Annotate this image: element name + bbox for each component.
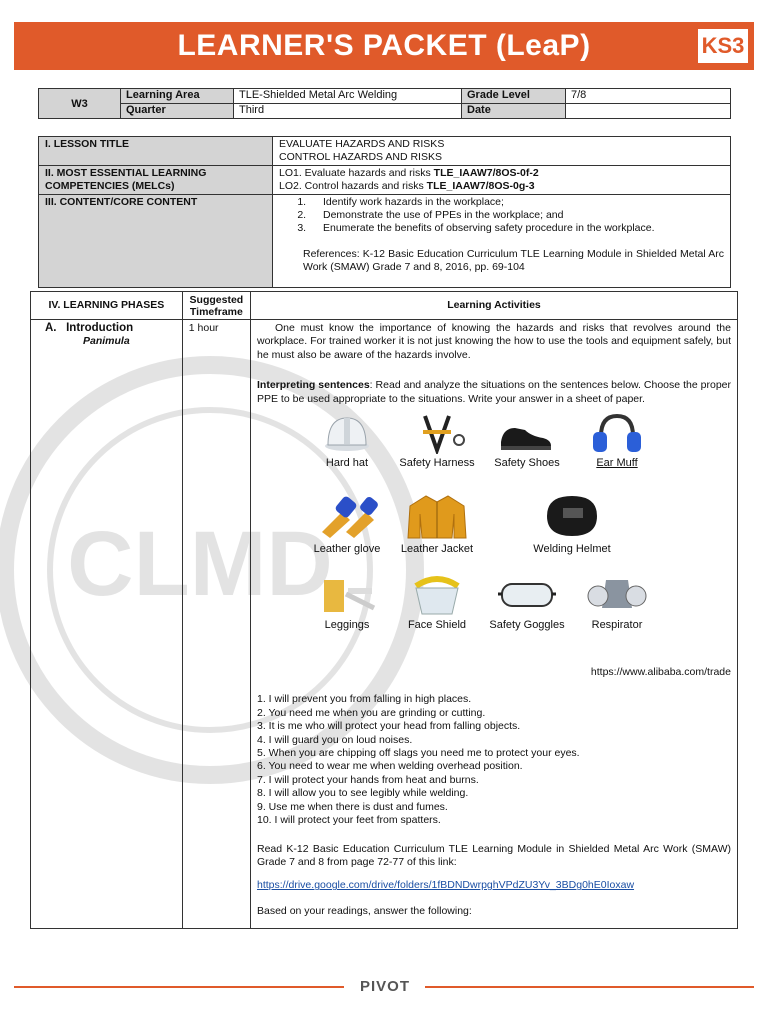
week-label: W3 (39, 89, 121, 119)
ppe-safety-shoes (477, 412, 577, 470)
ppe-label: Leggings (324, 619, 370, 632)
leggings-icon (312, 572, 382, 616)
banner-title: LEARNER'S PACKET (LeaP) (177, 29, 591, 62)
ppe-label: Welding Helmet (533, 543, 611, 556)
welding-helmet-icon (537, 492, 607, 540)
ppe-label: Safety Goggles (489, 619, 565, 632)
date-label: Date (462, 104, 566, 119)
drive-link[interactable]: https://drive.google.com/drive/folders/1fBDNDwrpghVPdZU3Yv_3BDg0hE0Ioxaw (257, 879, 635, 892)
ppe-label: Safety Shoes (494, 457, 560, 470)
content-list (309, 196, 724, 235)
lesson-info-table (38, 136, 731, 288)
question-item: 2. You need me when you are grinding or cutting. (257, 706, 486, 719)
face-shield-icon (402, 572, 472, 616)
based-on-readings: Based on your readings, answer the following: (257, 904, 472, 917)
leap-banner (14, 22, 754, 70)
melc-label: II. MOST ESSENTIAL LEARNING COMPETENCIES (MELCs) (39, 166, 273, 195)
ppe-ear-muff (567, 412, 667, 470)
ppe-label: Face Shield (407, 619, 467, 632)
ppe-label: Ear Muff (596, 457, 638, 470)
intro-time-cell: 1 hour (182, 320, 250, 929)
leather-glove-icon (312, 492, 382, 540)
safety-harness-icon (407, 412, 467, 454)
activities-column-header: Learning Activities (251, 292, 738, 320)
intro-heading (45, 322, 176, 335)
interpreting-label: Interpreting sentences (257, 379, 370, 392)
ppe-welding-helmet (522, 492, 622, 556)
ppe-label: Respirator (591, 619, 643, 632)
footer-line-left (14, 986, 344, 988)
grade-level-label: Grade Level (462, 89, 566, 104)
question-item: 6. You need to wear me when welding overhead position. (257, 760, 523, 773)
ppe-safety-goggles (477, 572, 577, 632)
footer-line-right (425, 986, 754, 988)
question-item: 4. I will guard you on loud noises. (257, 733, 413, 746)
intro-title: Introduction (66, 322, 134, 334)
learning-area-value: TLE-Shielded Metal Arc Welding (234, 89, 462, 104)
content-item: 1. Identify work hazards in the workplace; (309, 196, 724, 209)
question-item: 9. Use me when there is dust and fumes. (257, 800, 448, 813)
intro-paragraph: One must know the importance of knowing the hazards and risks that revolves around the workplace. For trained worker it is not just knowing the how to use the tools and equipment safely, but he must also be aware of the hazards involve. (257, 322, 731, 361)
ppe-leather-jacket (387, 492, 487, 556)
melc-1-text: LO1. Evaluate hazards and risks (279, 167, 434, 179)
safety-shoes-icon (497, 412, 557, 454)
leather-jacket-icon (402, 492, 472, 540)
question-item: 5. When you are chipping off slags you need me to protect your eyes. (257, 747, 580, 760)
content-item: 2. Demonstrate the use of PPEs in the workplace; and (309, 209, 724, 222)
intro-phase-cell (31, 320, 183, 929)
respirator-icon (582, 572, 652, 616)
learning-phases-table (30, 291, 738, 929)
ppe-leggings (297, 572, 397, 632)
watermark-text: CLMD (67, 513, 333, 615)
drive-link-row (251, 877, 737, 894)
melc-2-text: LO2. Control hazards and risks (279, 180, 427, 192)
intro-activities-cell (251, 320, 738, 929)
question-item: 3. It is me who will protect your head from falling objects. (257, 720, 521, 733)
interpreting-instructions (251, 377, 737, 408)
ppe-label: Safety Harness (399, 457, 475, 470)
ppe-label: Leather Jacket (400, 543, 474, 556)
quarter-value: Third (234, 104, 462, 119)
quarter-label: Quarter (121, 104, 234, 119)
melc-1-code: TLE_IAAW7/8OS-0f-2 (433, 167, 539, 179)
content-item: 3. Enumerate the benefits of observing safety procedure in the workplace. (309, 222, 724, 235)
melc-2-code: TLE_IAAW7/8OS-0g-3 (426, 180, 535, 192)
intro-subtitle: Panimula (83, 335, 130, 348)
lesson-title-cell (273, 137, 731, 166)
hard-hat-icon (322, 412, 372, 454)
content-label: III. CONTENT/CORE CONTENT (39, 195, 273, 288)
ppe-safety-harness (387, 412, 487, 470)
ppe-leather-glove (297, 492, 397, 556)
pivot-logo: PIVOT (359, 978, 410, 995)
melc-cell (273, 166, 731, 195)
read-instruction: Read K-12 Basic Education Curriculum TLE Learning Module in Shielded Metal Arc Work (SMAW) Grade 7 and 8 from page 72-77 of this link: (257, 842, 731, 868)
key-stage-badge: KS3 (698, 29, 748, 63)
question-list (251, 693, 737, 827)
question-item: 1. I will prevent you from falling in high places. (257, 693, 472, 706)
lesson-title-label: I. LESSON TITLE (39, 137, 273, 166)
phase-column-header: IV. LEARNING PHASES (31, 292, 183, 320)
ppe-image-grid (297, 412, 737, 660)
question-item: 8. I will allow you to see legibly while welding. (257, 787, 469, 800)
header-table (38, 88, 731, 119)
ppe-label: Leather glove (313, 543, 381, 556)
lesson-title-1: EVALUATE HAZARDS AND RISKS (279, 138, 445, 150)
references-text: References: K-12 Basic Education Curriculum TLE Learning Module in Shielded Metal Arc Work (SMAW) Grade 7 and 8, 2016, pp. 69-104 (303, 248, 724, 273)
image-source: https://www.alibaba.com/trade (590, 666, 731, 679)
question-item: 10. I will protect your feet from spatters. (257, 814, 441, 827)
ppe-respirator (567, 572, 667, 632)
ppe-face-shield (387, 572, 487, 632)
timeframe-column-header: Suggested Timeframe (182, 292, 250, 320)
melc-2 (279, 180, 724, 193)
date-value (566, 104, 731, 119)
lesson-title-2: CONTROL HAZARDS AND RISKS (279, 151, 442, 163)
question-item: 7. I will protect your hands from heat and burns. (257, 773, 479, 786)
ppe-label: Hard hat (325, 457, 369, 470)
ppe-hard-hat (297, 412, 397, 470)
safety-goggles-icon (492, 572, 562, 616)
learning-area-label: Learning Area (121, 89, 234, 104)
interpreting-text: : Read and analyze the situations on the sentences below. Choose the proper PPE to be used appropriate to the situations. Write your answer in a sheet of paper. (257, 379, 731, 405)
grade-level-value: 7/8 (566, 89, 731, 104)
melc-1 (279, 167, 724, 180)
ear-muff-icon (587, 412, 647, 454)
content-cell (273, 195, 731, 288)
intro-letter: A. (45, 322, 57, 334)
